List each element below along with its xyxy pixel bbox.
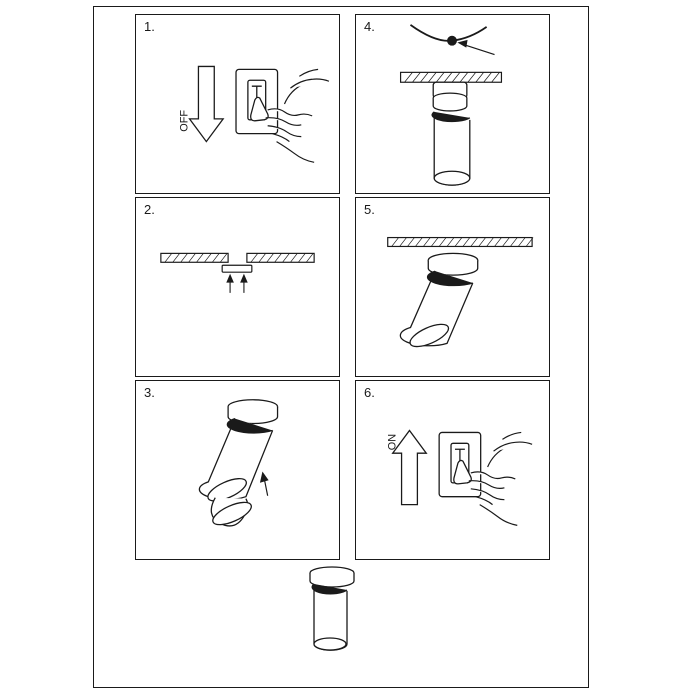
spotlight-body-icon [432, 82, 470, 185]
step-4-illustration [356, 15, 549, 193]
spotlight-body-icon [400, 253, 477, 351]
ceiling-slab-icon [388, 238, 533, 247]
up-arrow-icon [261, 473, 268, 496]
step-2-illustration [136, 198, 339, 376]
ceiling-slab-icon [161, 253, 314, 262]
panel-label-6: 6. [364, 385, 375, 400]
panel-step-3 [135, 380, 340, 560]
bulb-icon [210, 498, 254, 529]
step-6-illustration [356, 381, 549, 559]
product-illustration-svg [290, 560, 390, 660]
panel-step-5 [355, 197, 550, 377]
up-arrow-icon [227, 275, 247, 293]
panel-label-4: 4. [364, 19, 375, 34]
wall-switch-icon [236, 69, 278, 133]
step-1-illustration [136, 15, 339, 193]
panel-step-6 [355, 380, 550, 560]
wall-switch-icon [439, 432, 481, 496]
product-illustration [290, 560, 390, 660]
off-label-1: OFF [178, 109, 191, 132]
step-5-illustration [356, 198, 549, 376]
panel-step-4 [355, 14, 550, 194]
panel-step-2 [135, 197, 340, 377]
panel-label-1: 1. [144, 19, 155, 34]
on-label-6: ON [386, 433, 399, 451]
panel-label-3: 3. [144, 385, 155, 400]
mounting-plate-icon [222, 265, 252, 272]
ceiling-slab-icon [401, 72, 502, 82]
spotlight-body-icon [199, 400, 277, 506]
pointer-arrow-icon [459, 41, 495, 55]
step-3-illustration [136, 381, 339, 559]
panel-step-1 [135, 14, 340, 194]
panel-label-2: 2. [144, 202, 155, 217]
panel-label-5: 5. [364, 202, 375, 217]
down-arrow-icon [190, 66, 224, 141]
wire-connection-dot [447, 36, 457, 46]
